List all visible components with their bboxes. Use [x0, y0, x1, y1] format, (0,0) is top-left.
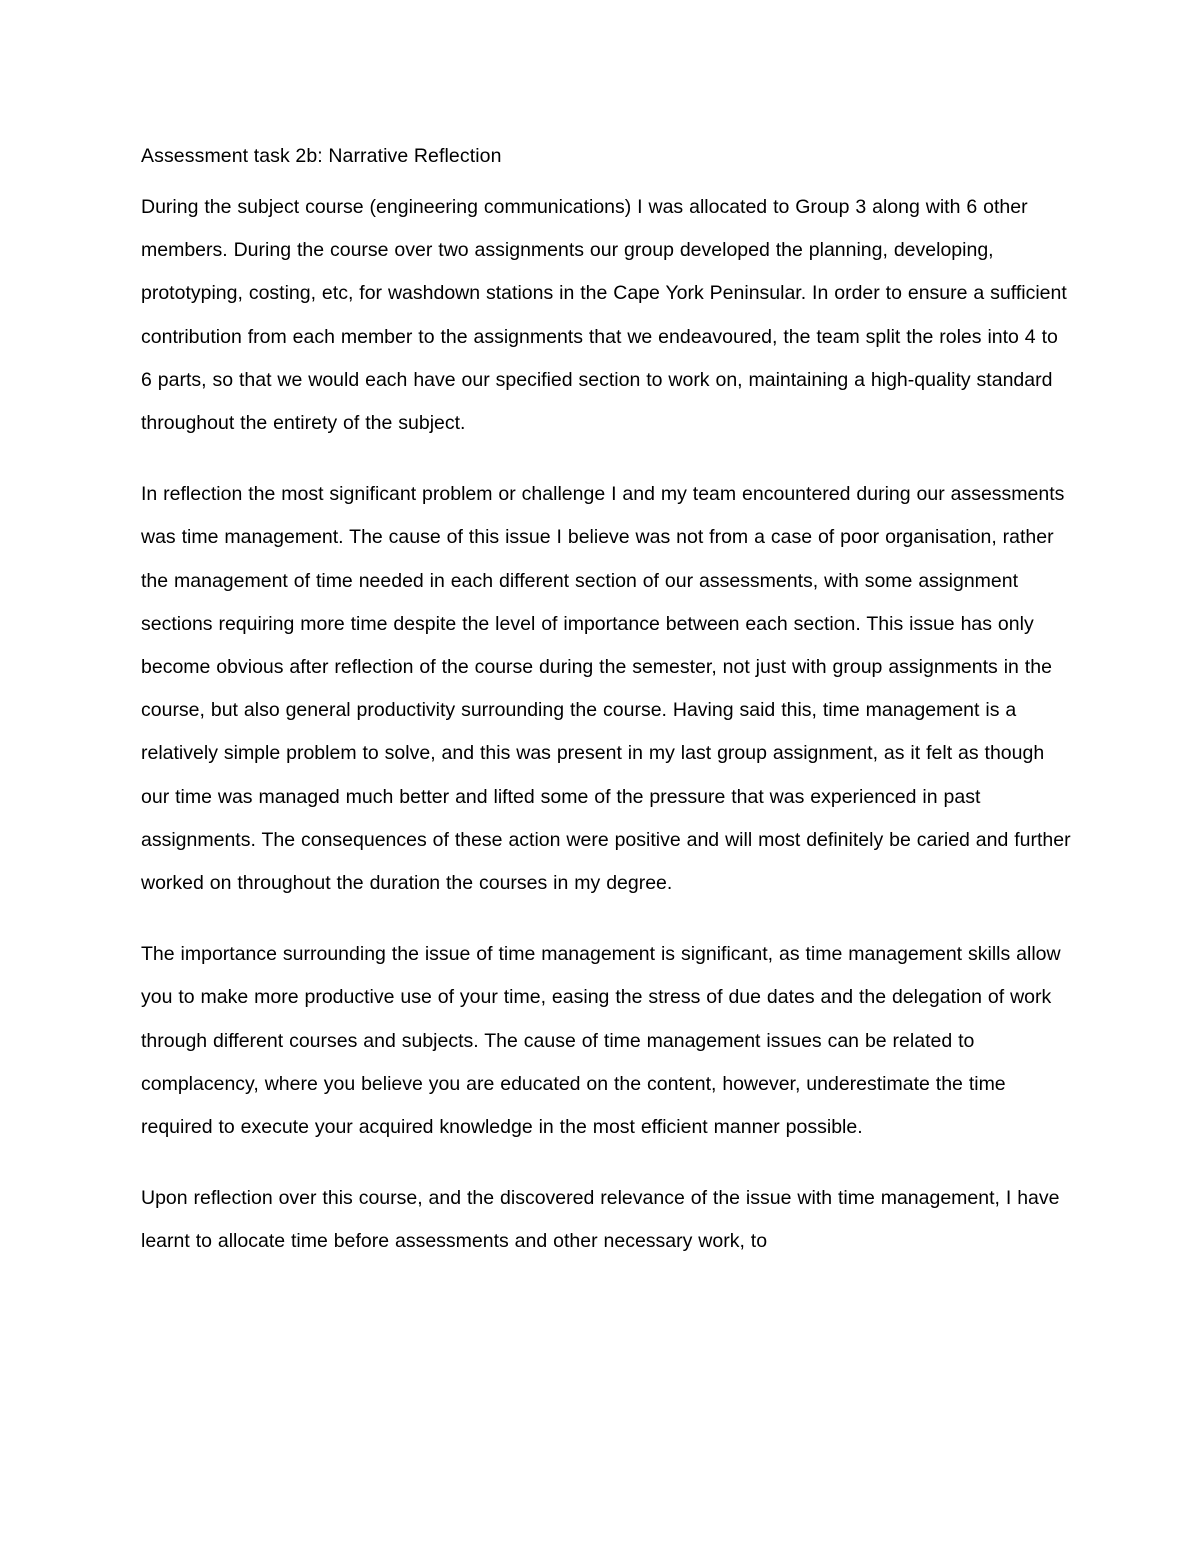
paragraph-reflection: Upon reflection over this course, and the discovered relevance of the issue with time management, I have learnt to allocate time before assessments and other necessary work, to: [141, 1187, 1060, 1253]
document-title: Assessment task 2b: Narrative Reflection: [141, 145, 502, 167]
paragraph-challenge: In reflection the most significant problem or challenge I and my team encountered during our assessments was time management. The cause of this issue I believe was not from a case of poor organisation, rather the management of time needed in each different section of our assessments, with some assignment sections requiring more time despite the level of importance between each section. This issue has only become obvious after reflection of the course during the semester, not just with group assignments in the course, but also general productivity surrounding the course. Having said this, time management is a relatively simple problem to solve, and this was present in my last group assignment, as it felt as though our time was managed much better and lifted some of the pressure that was experienced in past assignments. The consequences of these action were positive and will most definitely be caried and further worked on throughout the duration the courses in my degree.: [141, 483, 1071, 895]
paragraph-intro: During the subject course (engineering communications) I was allocated to Group 3 along with 6 other members. During the course over two assignments our group developed the planning, developing, prototyping, costing, etc, for washdown stations in the Cape York Peninsular. In order to ensure a sufficient contribution from each member to the assignments that we endeavoured, the team split the roles into 4 to 6 parts, so that we would each have our specified section to work on, maintaining a high-quality standard throughout the entirety of the subject.: [141, 196, 1067, 435]
document-body: [141, 138, 1071, 1264]
paragraph-importance: The importance surrounding the issue of time management is significant, as time management skills allow you to make more productive use of your time, easing the stress of due dates and the delegation of work through different courses and subjects. The cause of time management issues can be related to complacency, where you believe you are educated on the content, however, underestimate the time required to execute your acquired knowledge in the most efficient manner possible.: [141, 943, 1061, 1139]
